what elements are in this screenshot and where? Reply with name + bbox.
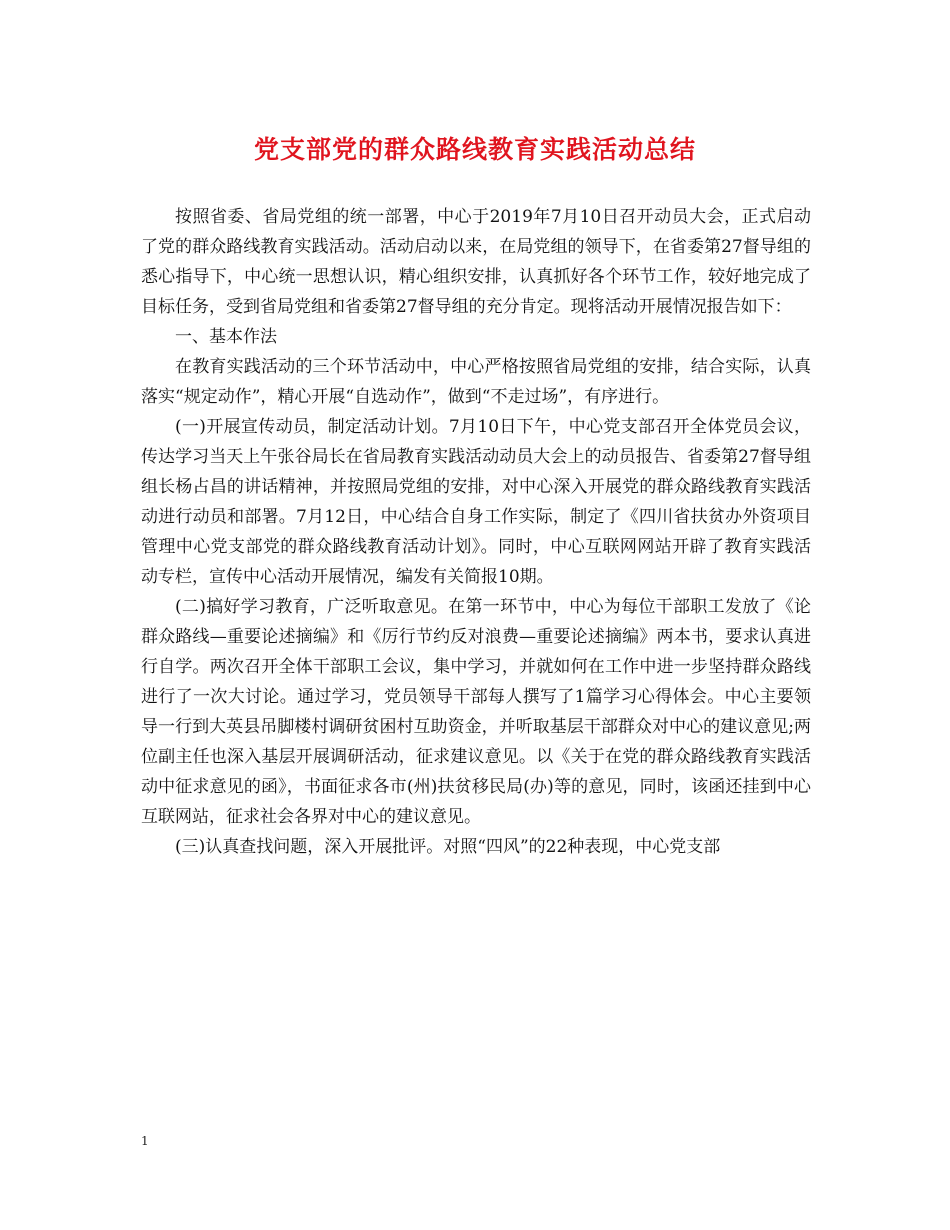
item-two-paragraph: (二)搞好学习教育，广泛听取意见。在第一环节中，中心为每位干部职工发放了《论群众路线—重要论述摘编》和《厉行节约反对浪费—重要论述摘编》两本书，要求认真进行自学。两次召开全体干部职工会议，集中学习，并就如何在工作中进一步坚持群众路线进行了一次大讨论。通过学习，党员领导干部每人撰写了1篇学习心得体会。中心主要领导一行到大英县吊脚楼村调研贫困村互助资金，并听取基层干部群众对中心的建议意见;两位副主任也深入基层开展调研活动，征求建议意见。以《关于在党的群众路线教育实践活动中征求意见的函》，书面征求各市(州)扶贫移民局(办)等的意见，同时，该函还挂到中心互联网站，征求社会各界对中心的建议意见。 xyxy=(141,597,811,827)
document-title: 党支部党的群众路线教育实践活动总结 xyxy=(253,135,696,164)
section-heading-basic-methods: 一、基本作法 xyxy=(175,327,277,347)
item-three-paragraph: (三)认真查找问题，深入开展批评。对照“四风”的22种表现，中心党支部 xyxy=(175,837,721,857)
item-one-paragraph: (一)开展宣传动员，制定活动计划。7月10日下午，中心党支部召开全体党员会议，传达学习当天上午张谷局长在省局教育实践活动动员大会上的动员报告、省委第27督导组组长杨占昌的讲话精神，并按照局党组的安排，对中心深入开展党的群众路线教育实践活动进行动员和部署。7月12日，中心结合自身工作实际，制定了《四川省扶贫办外资项目管理中心党支部党的群众路线教育活动计划》。同时，中心互联网网站开辟了教育实践活动专栏，宣传中心活动开展情况，编发有关简报10期。 xyxy=(141,417,811,587)
document-body xyxy=(141,202,811,862)
page-number: 1 xyxy=(141,1134,149,1148)
section-summary-paragraph: 在教育实践活动的三个环节活动中，中心严格按照省局党组的安排，结合实际，认真落实“规定动作”，精心开展“自选动作”，做到“不走过场”，有序进行。 xyxy=(141,357,811,407)
intro-paragraph: 按照省委、省局党组的统一部署，中心于2019年7月10日召开动员大会，正式启动了党的群众路线教育实践活动。活动启动以来，在局党组的领导下，在省委第27督导组的悉心指导下，中心统一思想认识，精心组织安排，认真抓好各个环节工作，较好地完成了目标任务，受到省局党组和省委第27督导组的充分肯定。现将活动开展情况报告如下： xyxy=(141,207,811,317)
